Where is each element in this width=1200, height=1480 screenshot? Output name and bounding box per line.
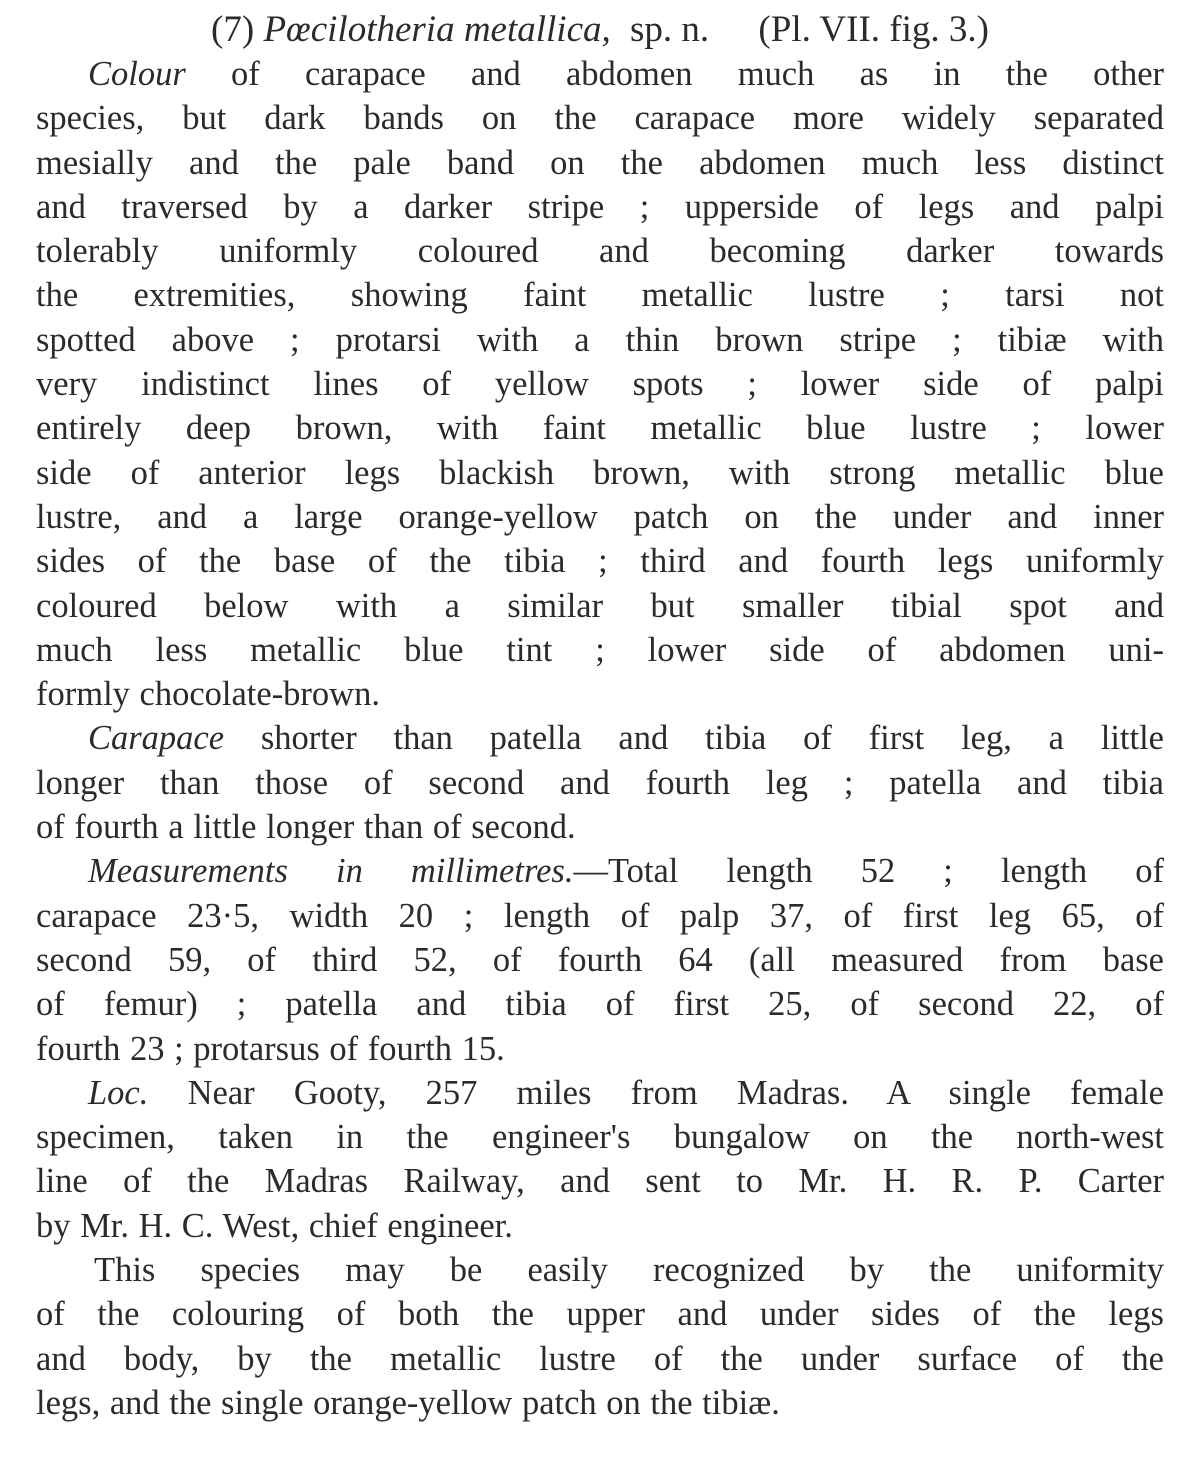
text-line: mesially and the pale band on the abdomen much less distinct <box>36 143 1164 182</box>
text-line: of fourth a little longer than of second. <box>36 808 576 847</box>
text-line: Loc. Near Gooty, 257 miles from Madras. A single female <box>88 1073 1164 1112</box>
text-line: the extremities, showing faint metallic lustre ; tarsi not <box>36 276 1164 315</box>
species-number: (7) <box>211 9 255 50</box>
species-heading <box>36 8 1164 52</box>
text-line: coloured below with a similar but smaller tibial spot and <box>36 586 1164 625</box>
text-line: Colour of carapace and abdomen much as in the other <box>88 55 1164 93</box>
text-line: spotted above ; protarsi with a thin brown stripe ; tibiæ with <box>36 320 1164 359</box>
paragraph-lead: Measurements in millimetres. <box>88 852 574 891</box>
paragraph-colour <box>36 52 1164 716</box>
paragraph-remarks <box>36 1248 1164 1425</box>
paragraph-locality <box>36 1071 1164 1248</box>
paragraph-carapace <box>36 716 1164 849</box>
text-line: Carapace shorter than patella and tibia of first leg, a little <box>88 719 1164 758</box>
text-line: very indistinct lines of yellow spots ; lower side of palpi <box>36 365 1164 404</box>
text-line: lustre, and a large orange-yellow patch on the under and inner <box>36 497 1164 536</box>
text-line: legs, and the single orange-yellow patch on the tibiæ. <box>36 1383 780 1422</box>
text-line: entirely deep brown, with faint metallic blue lustre ; lower <box>36 409 1164 448</box>
plate-reference: (Pl. VII. fig. 3.) <box>758 9 989 50</box>
text-line: formly chocolate-brown. <box>36 675 380 714</box>
text-line: side of anterior legs blackish brown, with strong metallic blue <box>36 453 1164 492</box>
text-line: Measurements in millimetres.—Total length 52 ; length of <box>88 852 1164 891</box>
text-line: carapace 23·5, width 20 ; length of palp 37, of first leg 65, of <box>36 896 1164 935</box>
text-line: sides of the base of the tibia ; third and fourth legs uniformly <box>36 542 1164 581</box>
text-line: by Mr. H. C. West, chief engineer. <box>36 1206 513 1245</box>
text-line: second 59, of third 52, of fourth 64 (all measured from base <box>36 940 1164 979</box>
paragraph-lead: Carapace <box>88 719 225 758</box>
text-line: fourth 23 ; protarsus of fourth 15. <box>36 1029 505 1068</box>
text-line: of femur) ; patella and tibia of first 25, of second 22, of <box>36 985 1164 1024</box>
paragraph-lead: Loc. <box>88 1073 149 1112</box>
species-name: Pœcilotheria metallica, <box>263 9 611 50</box>
text-line: This species may be easily recognized by the uniformity <box>94 1251 1164 1290</box>
document-page <box>36 8 1164 1472</box>
text-line: species, but dark bands on the carapace more widely separated <box>36 99 1164 138</box>
text-line: and traversed by a darker stripe ; upperside of legs and palpi <box>36 187 1164 226</box>
text-line: line of the Madras Railway, and sent to Mr. H. R. P. Carter <box>36 1162 1164 1201</box>
text-line: much less metallic blue tint ; lower side of abdomen uni- <box>36 630 1164 669</box>
text-line: and body, by the metallic lustre of the under surface of the <box>36 1339 1164 1378</box>
paragraph-measurements <box>36 849 1164 1070</box>
text-line: specimen, taken in the engineer's bungalow on the north-west <box>36 1118 1164 1157</box>
text-line: longer than those of second and fourth leg ; patella and tibia <box>36 763 1164 802</box>
text-line: of the colouring of both the upper and under sides of the legs <box>36 1295 1164 1334</box>
species-status: sp. n. <box>630 9 710 50</box>
text-line: tolerably uniformly coloured and becoming darker towards <box>36 232 1164 271</box>
paragraph-lead: Colour <box>88 55 186 93</box>
